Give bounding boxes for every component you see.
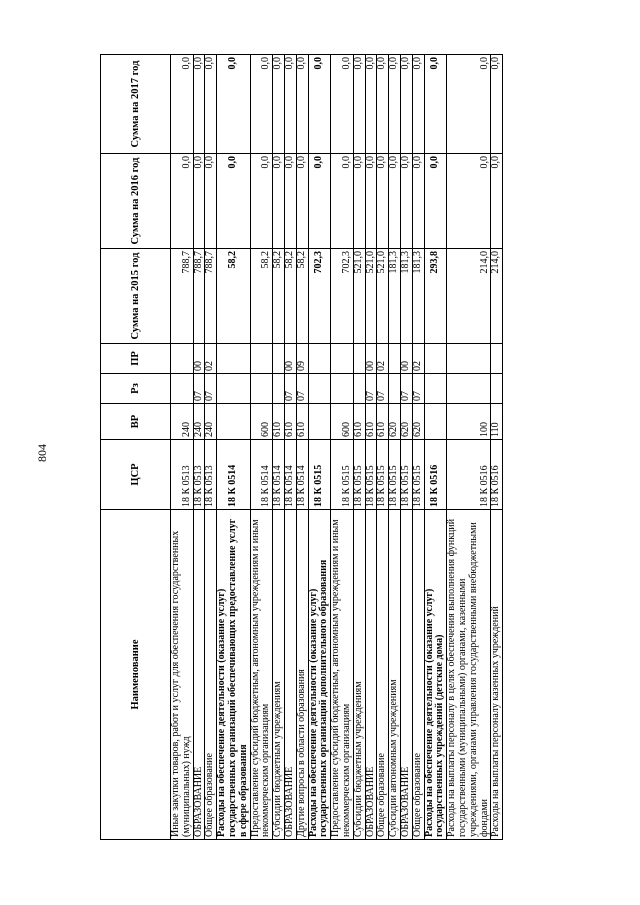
table-row: [447, 55, 491, 840]
cell-sum-2015: 293,8: [424, 249, 447, 344]
cell-name: ОБРАЗОВАНИЕ: [284, 510, 296, 840]
table-section-row: [424, 55, 447, 840]
cell-name: Общее образование: [205, 510, 217, 840]
cell-rz: [353, 374, 365, 404]
cell-sum-2015: 788,7: [205, 249, 217, 344]
table-row: [296, 55, 308, 840]
table-row: [284, 55, 296, 840]
cell-name: Расходы на обеспечение деятельности (оказание услуг) государственных учреждений (детские дома): [424, 510, 447, 840]
cell-sum-2016: 0,0: [424, 154, 447, 249]
table-section-row: [217, 55, 250, 840]
cell-pr: 00: [400, 344, 412, 374]
table-row: [171, 55, 194, 840]
cell-sum-2015: 521,0: [353, 249, 365, 344]
header-name: Наименование: [101, 510, 171, 840]
cell-sum-2015: 702,3: [331, 249, 354, 344]
cell-vr: 240: [171, 404, 194, 440]
cell-vr: 240: [193, 404, 205, 440]
cell-name: Предоставление субсидий бюджетным, автономным учреждениям и иным некоммерческим организациям: [250, 510, 273, 840]
cell-sum-2016: 0,0: [412, 154, 424, 249]
cell-sum-2017: 0,0: [412, 55, 424, 154]
table-row: [412, 55, 424, 840]
cell-pr: 09: [296, 344, 308, 374]
budget-table-container: [100, 55, 625, 840]
cell-vr: 610: [284, 404, 296, 440]
cell-csr: 18 К 0514: [217, 440, 250, 510]
table-row: [389, 55, 401, 840]
header-sum-2015: Сумма на 2015 год: [101, 249, 171, 344]
table-row: [377, 55, 389, 840]
cell-sum-2016: 0,0: [400, 154, 412, 249]
cell-sum-2017: 0,0: [217, 55, 250, 154]
cell-rz: 07: [296, 374, 308, 404]
cell-sum-2015: 181,3: [400, 249, 412, 344]
cell-sum-2017: 0,0: [377, 55, 389, 154]
cell-sum-2017: 0,0: [400, 55, 412, 154]
cell-sum-2017: 0,0: [365, 55, 377, 154]
cell-vr: 600: [331, 404, 354, 440]
cell-csr: 18 К 0514: [284, 440, 296, 510]
cell-sum-2016: 0,0: [284, 154, 296, 249]
cell-pr: 02: [377, 344, 389, 374]
cell-sum-2015: 521,0: [377, 249, 389, 344]
cell-sum-2015: 58,2: [284, 249, 296, 344]
cell-sum-2016: 0,0: [217, 154, 250, 249]
cell-rz: 07: [400, 374, 412, 404]
cell-name: Расходы на выплаты персоналу в целях обеспечения выполнения функций государственными (муниципальными) органами, казенными учреждениями, органами управления государственными внебюджетными фондами: [447, 510, 491, 840]
budget-table: [100, 54, 503, 840]
cell-pr: [331, 344, 354, 374]
table-row: [400, 55, 412, 840]
cell-pr: 00: [365, 344, 377, 374]
cell-sum-2015: 58,2: [273, 249, 285, 344]
cell-vr: 610: [353, 404, 365, 440]
cell-sum-2016: 0,0: [273, 154, 285, 249]
table-row: [273, 55, 285, 840]
cell-pr: [447, 344, 491, 374]
cell-sum-2016: 0,0: [491, 154, 503, 249]
cell-csr: 18 К 0515: [331, 440, 354, 510]
cell-csr: 18 К 0514: [250, 440, 273, 510]
cell-vr: 620: [389, 404, 401, 440]
cell-rz: 07: [193, 374, 205, 404]
table-row: [491, 55, 503, 840]
header-csr: ЦСР: [101, 440, 171, 510]
cell-rz: 07: [377, 374, 389, 404]
cell-pr: 02: [205, 344, 217, 374]
header-rz: Рз: [101, 374, 171, 404]
page-number: 804: [35, 444, 49, 462]
cell-rz: 07: [412, 374, 424, 404]
cell-sum-2016: 0,0: [447, 154, 491, 249]
table-row: [331, 55, 354, 840]
cell-csr: 18 К 0515: [308, 440, 331, 510]
cell-sum-2016: 0,0: [205, 154, 217, 249]
cell-vr: 610: [296, 404, 308, 440]
cell-name: Расходы на выплаты персоналу казенных учреждений: [491, 510, 503, 840]
cell-sum-2017: 0,0: [424, 55, 447, 154]
cell-sum-2017: 0,0: [171, 55, 194, 154]
cell-vr: [308, 404, 331, 440]
cell-csr: 18 К 0513: [193, 440, 205, 510]
cell-rz: [491, 374, 503, 404]
cell-rz: [308, 374, 331, 404]
cell-vr: [217, 404, 250, 440]
cell-sum-2015: 788,7: [171, 249, 194, 344]
cell-name: ОБРАЗОВАНИЕ: [365, 510, 377, 840]
cell-sum-2016: 0,0: [171, 154, 194, 249]
header-vr: ВР: [101, 404, 171, 440]
cell-pr: [250, 344, 273, 374]
cell-vr: 620: [412, 404, 424, 440]
cell-pr: 00: [284, 344, 296, 374]
table-row: [353, 55, 365, 840]
cell-name: Расходы на обеспечение деятельности (оказание услуг) государственных организаций дополнительного образования: [308, 510, 331, 840]
cell-name: Другие вопросы в области образования: [296, 510, 308, 840]
cell-csr: 18 К 0515: [412, 440, 424, 510]
cell-csr: 18 К 0515: [400, 440, 412, 510]
cell-sum-2015: 58,2: [217, 249, 250, 344]
cell-rz: [171, 374, 194, 404]
cell-pr: [491, 344, 503, 374]
cell-pr: [217, 344, 250, 374]
cell-rz: [447, 374, 491, 404]
cell-sum-2015: 58,2: [250, 249, 273, 344]
cell-sum-2015: 788,7: [193, 249, 205, 344]
cell-pr: 02: [412, 344, 424, 374]
cell-name: Субсидии бюджетным учреждениям: [353, 510, 365, 840]
header-sum-2016: Сумма на 2016 год: [101, 154, 171, 249]
cell-vr: 610: [273, 404, 285, 440]
cell-csr: 18 К 0513: [171, 440, 194, 510]
cell-sum-2015: 702,3: [308, 249, 331, 344]
cell-sum-2016: 0,0: [308, 154, 331, 249]
table-body: [171, 55, 503, 840]
cell-csr: 18 К 0515: [377, 440, 389, 510]
cell-rz: 07: [205, 374, 217, 404]
header-sum-2017: Сумма на 2017 год: [101, 55, 171, 154]
cell-sum-2016: 0,0: [250, 154, 273, 249]
cell-sum-2015: 214,0: [491, 249, 503, 344]
cell-rz: [424, 374, 447, 404]
cell-name: ОБРАЗОВАНИЕ: [193, 510, 205, 840]
cell-sum-2017: 0,0: [296, 55, 308, 154]
cell-pr: 00: [193, 344, 205, 374]
cell-vr: [424, 404, 447, 440]
cell-sum-2017: 0,0: [308, 55, 331, 154]
cell-sum-2017: 0,0: [193, 55, 205, 154]
cell-rz: [389, 374, 401, 404]
cell-sum-2015: 181,3: [389, 249, 401, 344]
cell-vr: 620: [400, 404, 412, 440]
cell-pr: [308, 344, 331, 374]
cell-csr: 18 К 0515: [353, 440, 365, 510]
cell-name: Иные закупки товаров, работ и услуг для обеспечения государственных (муниципальных) нужд: [171, 510, 194, 840]
cell-sum-2015: 181,3: [412, 249, 424, 344]
cell-sum-2016: 0,0: [193, 154, 205, 249]
cell-pr: [171, 344, 194, 374]
table-row: [205, 55, 217, 840]
cell-pr: [424, 344, 447, 374]
cell-rz: [250, 374, 273, 404]
cell-rz: [331, 374, 354, 404]
cell-sum-2017: 0,0: [250, 55, 273, 154]
cell-name: Расходы на обеспечение деятельности (оказание услуг) государственных организаций обеспечивающих предоставление услуг в сфере образования: [217, 510, 250, 840]
cell-vr: 600: [250, 404, 273, 440]
cell-sum-2017: 0,0: [447, 55, 491, 154]
cell-sum-2015: 521,0: [365, 249, 377, 344]
cell-sum-2016: 0,0: [377, 154, 389, 249]
cell-sum-2017: 0,0: [205, 55, 217, 154]
cell-sum-2017: 0,0: [284, 55, 296, 154]
cell-rz: [273, 374, 285, 404]
cell-sum-2017: 0,0: [273, 55, 285, 154]
cell-sum-2017: 0,0: [389, 55, 401, 154]
cell-sum-2017: 0,0: [491, 55, 503, 154]
cell-vr: 610: [377, 404, 389, 440]
cell-sum-2017: 0,0: [331, 55, 354, 154]
cell-sum-2016: 0,0: [353, 154, 365, 249]
cell-name: Предоставление субсидий бюджетным, автономным учреждениям и иным некоммерческим организациям: [331, 510, 354, 840]
cell-name: Субсидии бюджетным учреждениям: [273, 510, 285, 840]
cell-csr: 18 К 0514: [296, 440, 308, 510]
cell-pr: [273, 344, 285, 374]
cell-rz: 07: [284, 374, 296, 404]
cell-name: Общее образование: [377, 510, 389, 840]
cell-csr: 18 К 0513: [205, 440, 217, 510]
cell-name: Субсидии автономным учреждениям: [389, 510, 401, 840]
cell-sum-2017: 0,0: [353, 55, 365, 154]
cell-sum-2016: 0,0: [389, 154, 401, 249]
cell-rz: 07: [365, 374, 377, 404]
header-pr: ПР: [101, 344, 171, 374]
cell-name: ОБРАЗОВАНИЕ: [400, 510, 412, 840]
cell-csr: 18 К 0515: [365, 440, 377, 510]
table-row: [250, 55, 273, 840]
table-row: [365, 55, 377, 840]
cell-sum-2015: 58,2: [296, 249, 308, 344]
cell-pr: [389, 344, 401, 374]
cell-vr: 100: [447, 404, 491, 440]
cell-csr: 18 К 0515: [389, 440, 401, 510]
cell-name: Общее образование: [412, 510, 424, 840]
table-header-row: [101, 55, 171, 840]
cell-pr: [353, 344, 365, 374]
cell-sum-2016: 0,0: [296, 154, 308, 249]
cell-csr: 18 К 0516: [491, 440, 503, 510]
cell-vr: 110: [491, 404, 503, 440]
cell-vr: 610: [365, 404, 377, 440]
cell-csr: 18 К 0516: [424, 440, 447, 510]
cell-vr: 240: [205, 404, 217, 440]
table-row: [193, 55, 205, 840]
cell-sum-2015: 214,0: [447, 249, 491, 344]
cell-rz: [217, 374, 250, 404]
table-section-row: [308, 55, 331, 840]
cell-csr: 18 К 0516: [447, 440, 491, 510]
cell-csr: 18 К 0514: [273, 440, 285, 510]
cell-sum-2016: 0,0: [331, 154, 354, 249]
cell-sum-2016: 0,0: [365, 154, 377, 249]
